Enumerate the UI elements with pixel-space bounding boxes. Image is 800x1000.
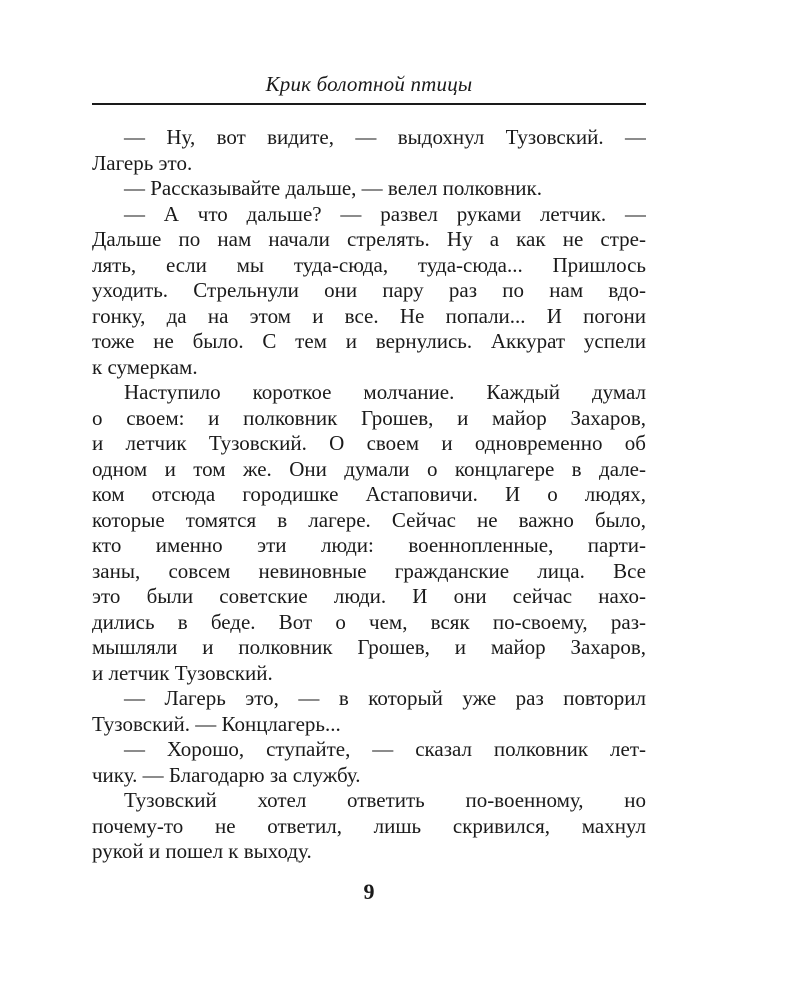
text-line: Лагерь это. [92,150,193,175]
running-title: Крик болотной птицы [265,72,473,96]
text-line: рукой и пошел к выходу. [92,839,312,863]
text-line: заны, совсем невиновные гражданские лица. Все [92,558,646,583]
text-line: к сумеркам. [92,354,198,379]
text-line: и летчик Тузовский. [92,660,273,685]
text-line: Тузовский. — Концлагерь... [92,711,341,736]
text-line: чику. — Благодарю за службу. [92,762,361,787]
text-line: кто именно эти люди: военнопленные, парти- [92,533,646,557]
body-text [92,125,646,865]
text-line: Наступило короткое молчание. Каждый думал [124,380,646,404]
text-line: уходить. Стрельнули они пару раз по нам вдо- [92,278,646,302]
text-line: лять, если мы туда-сюда, туда-сюда... Пришлось [92,252,646,277]
text-line: — Рассказывайте дальше, — велел полковник. [124,176,543,200]
text-line: мышляли и полковник Грошев, и майор Захаров, [92,635,646,659]
text-line: одном и том же. Они думали о концлагере в дале- [92,456,646,481]
text-line: — Ну, вот видите, — выдохнул Тузовский. — [124,125,646,149]
page-number: 9 [363,879,375,904]
text-line: ком отсюда городишке Астаповичи. И о людях, [92,482,646,506]
text-line: дились в беде. Вот о чем, всяк по-своему, раз- [92,609,646,634]
text-line: Дальше по нам начали стрелять. Ну а как не стре- [92,227,646,251]
text-line: — Лагерь это, — в который уже раз повторил [124,686,646,710]
text-line: Тузовский хотел ответить по-военному, но [124,788,646,812]
text-line: тоже не было. С тем и вернулись. Аккурат успели [92,329,646,353]
text-line: это были советские люди. И они сейчас нахо- [92,584,646,608]
text-line: и летчик Тузовский. О своем и одновременно об [92,431,646,455]
text-line: которые томятся в лагере. Сейчас не важно было, [92,507,646,532]
header-rule [92,103,646,105]
text-line: о своем: и полковник Грошев, и майор Захаров, [92,405,646,430]
text-line: — Хорошо, ступайте, — сказал полковник лет- [124,737,646,761]
text-line: гонку, да на этом и все. Не попали... И погони [92,303,646,328]
text-line: почему-то не ответил, лишь скривился, махнул [92,813,646,838]
text-line: — А что дальше? — развел руками летчик. — [124,201,646,226]
